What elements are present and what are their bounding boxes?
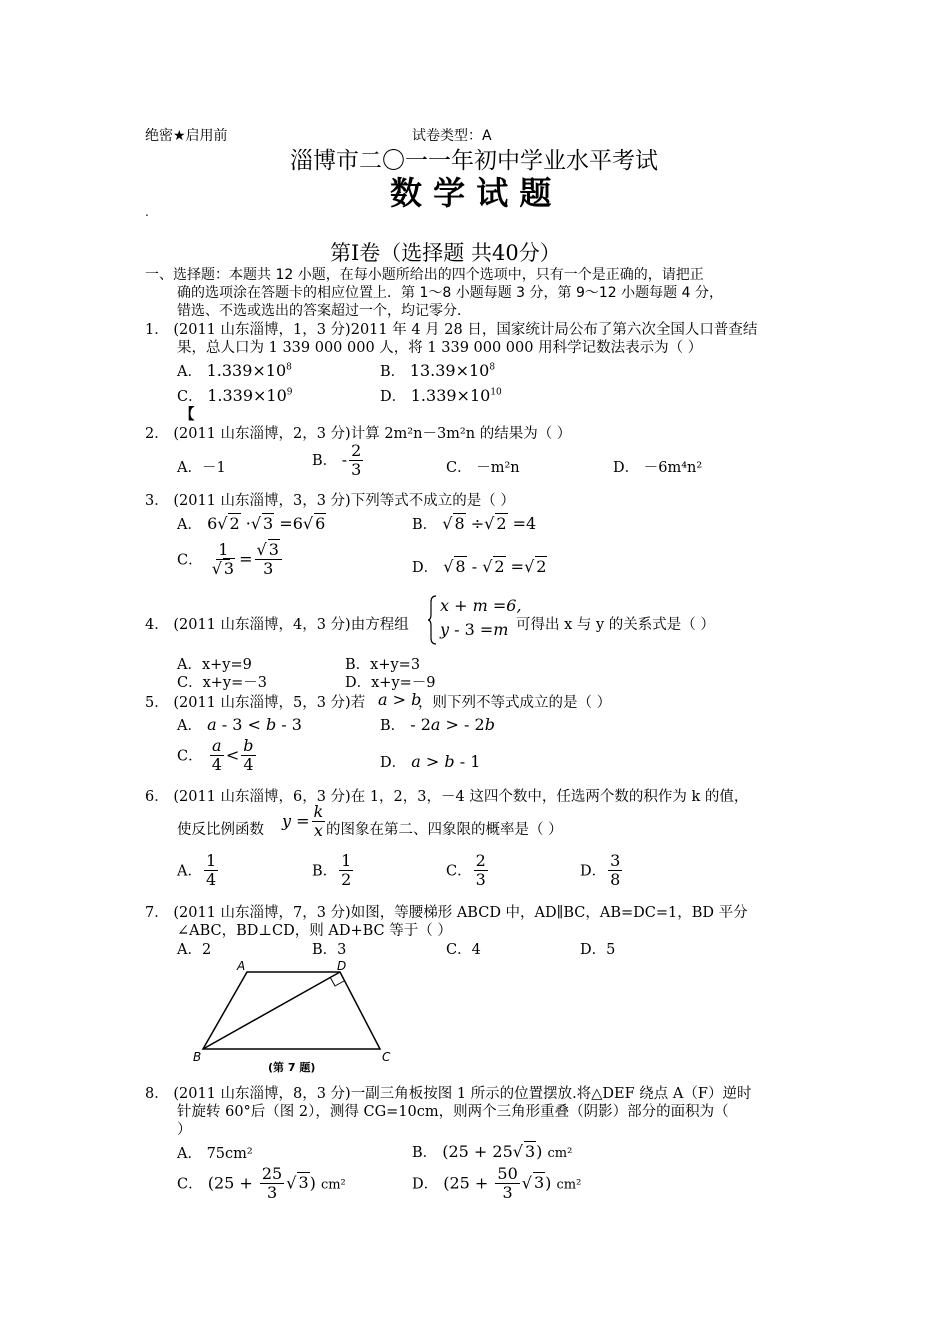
- q8-line-2: 针旋转 60°后（图 2），测得 CG=10cm，则两个三角形重叠（阴影）部分的面积为（: [177, 1104, 729, 1120]
- vertex-label-b: B: [193, 1050, 202, 1064]
- vertex-label-d: D: [337, 959, 347, 973]
- q7-option-a: A．2: [177, 942, 212, 958]
- q8-option-c: C． (25 + $\frac{25}{3}$ √ 3) cm²: [177, 1164, 346, 1203]
- q8-line-3: ）: [177, 1122, 192, 1138]
- q4-line-pre: 4． (2011 山东淄博，4，3 分)由方程组: [145, 617, 409, 633]
- instruction-line-1: 一、选择题：本题共 12 小题，在每小题所给出的四个选项中，只有一个是正确的，请把正: [145, 267, 704, 283]
- diagonal-bd: [203, 972, 340, 1049]
- q1-option-c: C． $1.339\times 10^9$: [177, 386, 293, 405]
- q2-option-c: C． －m²n: [446, 460, 520, 476]
- q6-option-b: B． $\frac{1}{2}$: [312, 851, 352, 890]
- instruction-line-2: 确的选项涂在答题卡的相应位置上．第 1～8 小题每题 3 分，第 9～12 小题每题 4 分，: [177, 285, 723, 301]
- q2-line: 2． (2011 山东淄博，2，3 分)计算 2m²n－3m²n 的结果为（ ）: [145, 426, 572, 442]
- stray-bracket: 【: [180, 406, 195, 423]
- q7-option-b: B．3: [312, 942, 347, 958]
- q2-option-a: A．－1: [177, 460, 226, 476]
- q5-option-a: A． a - 3 < b - 3: [177, 715, 302, 734]
- q3-option-d: D． √ 8 - √ 2 =√ 2: [412, 557, 547, 576]
- part-title: 第Ⅰ卷（选择题 共40分）: [330, 241, 561, 265]
- q8-option-d: D． (25 + $\frac{50}{3}$ √ 3) cm²: [412, 1164, 582, 1203]
- q5-condition: a > b: [378, 690, 422, 709]
- q8-option-b: B． (25 + 25√ 3) cm²: [412, 1142, 573, 1161]
- q5-line-post: ，则下列不等式成立的是（ ）: [418, 695, 612, 711]
- vertex-label-a: A: [237, 959, 246, 973]
- q8-line-1: 8． (2011 山东淄博，8，3 分)一副三角板按图 1 所示的位置摆放.将△DEF 绕点 A（F）逆时: [145, 1086, 752, 1102]
- right-angle-mark: [330, 977, 344, 986]
- instruction-line-3: 错选、不选或选出的答案超过一个，均记零分．: [177, 303, 471, 319]
- stray-dot: .: [145, 205, 149, 219]
- q6-line-1: 6． (2011 山东淄博，6，3 分)在 1，2，3，－4 这四个数中，任选两个数的积作为 k 的值，: [145, 789, 749, 805]
- q5-option-d: D． a > b - 1: [380, 752, 481, 771]
- q6-option-d: D． $\frac{3}{8}$: [580, 851, 621, 890]
- secret-label: 绝密★启用前: [145, 128, 228, 144]
- q6-option-c: C． $\frac{2}{3}$: [446, 851, 486, 890]
- q6-function: y = $\frac{k}{x}$: [282, 802, 324, 841]
- q5-option-b: B． - 2a > - 2b: [380, 715, 495, 734]
- exam-title: 淄博市二〇一一年初中学业水平考试: [290, 148, 658, 174]
- q2-option-b: B． - $\frac{2}{3}$: [312, 441, 362, 480]
- q1-option-b: B． $13.39\times 10^8$: [380, 361, 496, 380]
- vertex-label-c: C: [382, 1050, 391, 1064]
- q1-option-a: A． $1.339\times 10^8$: [177, 361, 292, 380]
- paper-type: 试卷类型：A: [412, 128, 492, 144]
- q7-line-2: ∠ABC，BD⊥CD，则 AD+BC 等于（ ）: [177, 923, 452, 939]
- q4-option-d: D．x+y=－9: [345, 675, 436, 691]
- q3-line: 3． (2011 山东淄博，3，3 分)下列等式不成立的是（ ）: [145, 493, 515, 509]
- q6-line-2-post: 的图象在第二、四象限的概率是（ ）: [326, 822, 563, 838]
- trapezoid-shape: [203, 972, 380, 1049]
- q3-option-a: A． 6√ 2 ·√ 3 =6√ 6: [177, 514, 326, 533]
- q7-line-1: 7． (2011 山东淄博，7，3 分)如图，等腰梯形 ABCD 中，AD∥BC，AB=DC=1，BD 平分: [145, 905, 748, 921]
- q5-line-pre: 5． (2011 山东淄博，5，3 分)若: [145, 695, 366, 711]
- q3-option-c: C． $\frac{1}{√ 3}$ = $\frac{√ 3}{3}$: [177, 541, 284, 579]
- q3-option-b: B． √ 8 ÷√ 2 =4: [412, 514, 537, 533]
- q7-option-c: C．4: [446, 942, 481, 958]
- q7-trapezoid-figure: [185, 958, 405, 1078]
- q1-line-1: 1． (2011 山东淄博，1，3 分)2011 年 4 月 28 日，国家统计局公布了第六次全国人口普查结: [145, 322, 758, 338]
- q4-line-post: 可得出 x 与 y 的关系式是（ ）: [516, 617, 715, 633]
- q1-option-d: D． $1.339\times 10^{10}$: [380, 386, 502, 405]
- q6-option-a: A． $\frac{1}{4}$: [177, 851, 217, 890]
- q4-option-b: B．x+y=3: [345, 657, 421, 673]
- figure-caption: (第 7 题): [268, 1061, 316, 1074]
- q4-option-c: C．x+y=－3: [177, 675, 267, 691]
- q5-option-c: C． $\frac{a}{4}$ < $\frac{b}{4}$: [177, 736, 254, 775]
- left-brace-icon: [428, 594, 438, 646]
- exam-subtitle: 数 学 试 题: [390, 174, 552, 212]
- q4-option-a: A．x+y=9: [177, 657, 252, 673]
- q8-option-a: A． 75cm²: [177, 1146, 253, 1162]
- q1-line-2: 果，总人口为 1 339 000 000 人，将 1 339 000 000 用科学记数法表示为（ ）: [177, 340, 703, 356]
- q7-option-d: D．5: [580, 942, 616, 958]
- q6-line-2-pre: 使反比例函数: [177, 822, 264, 838]
- q2-option-d: D． －6m⁴n²: [613, 460, 703, 476]
